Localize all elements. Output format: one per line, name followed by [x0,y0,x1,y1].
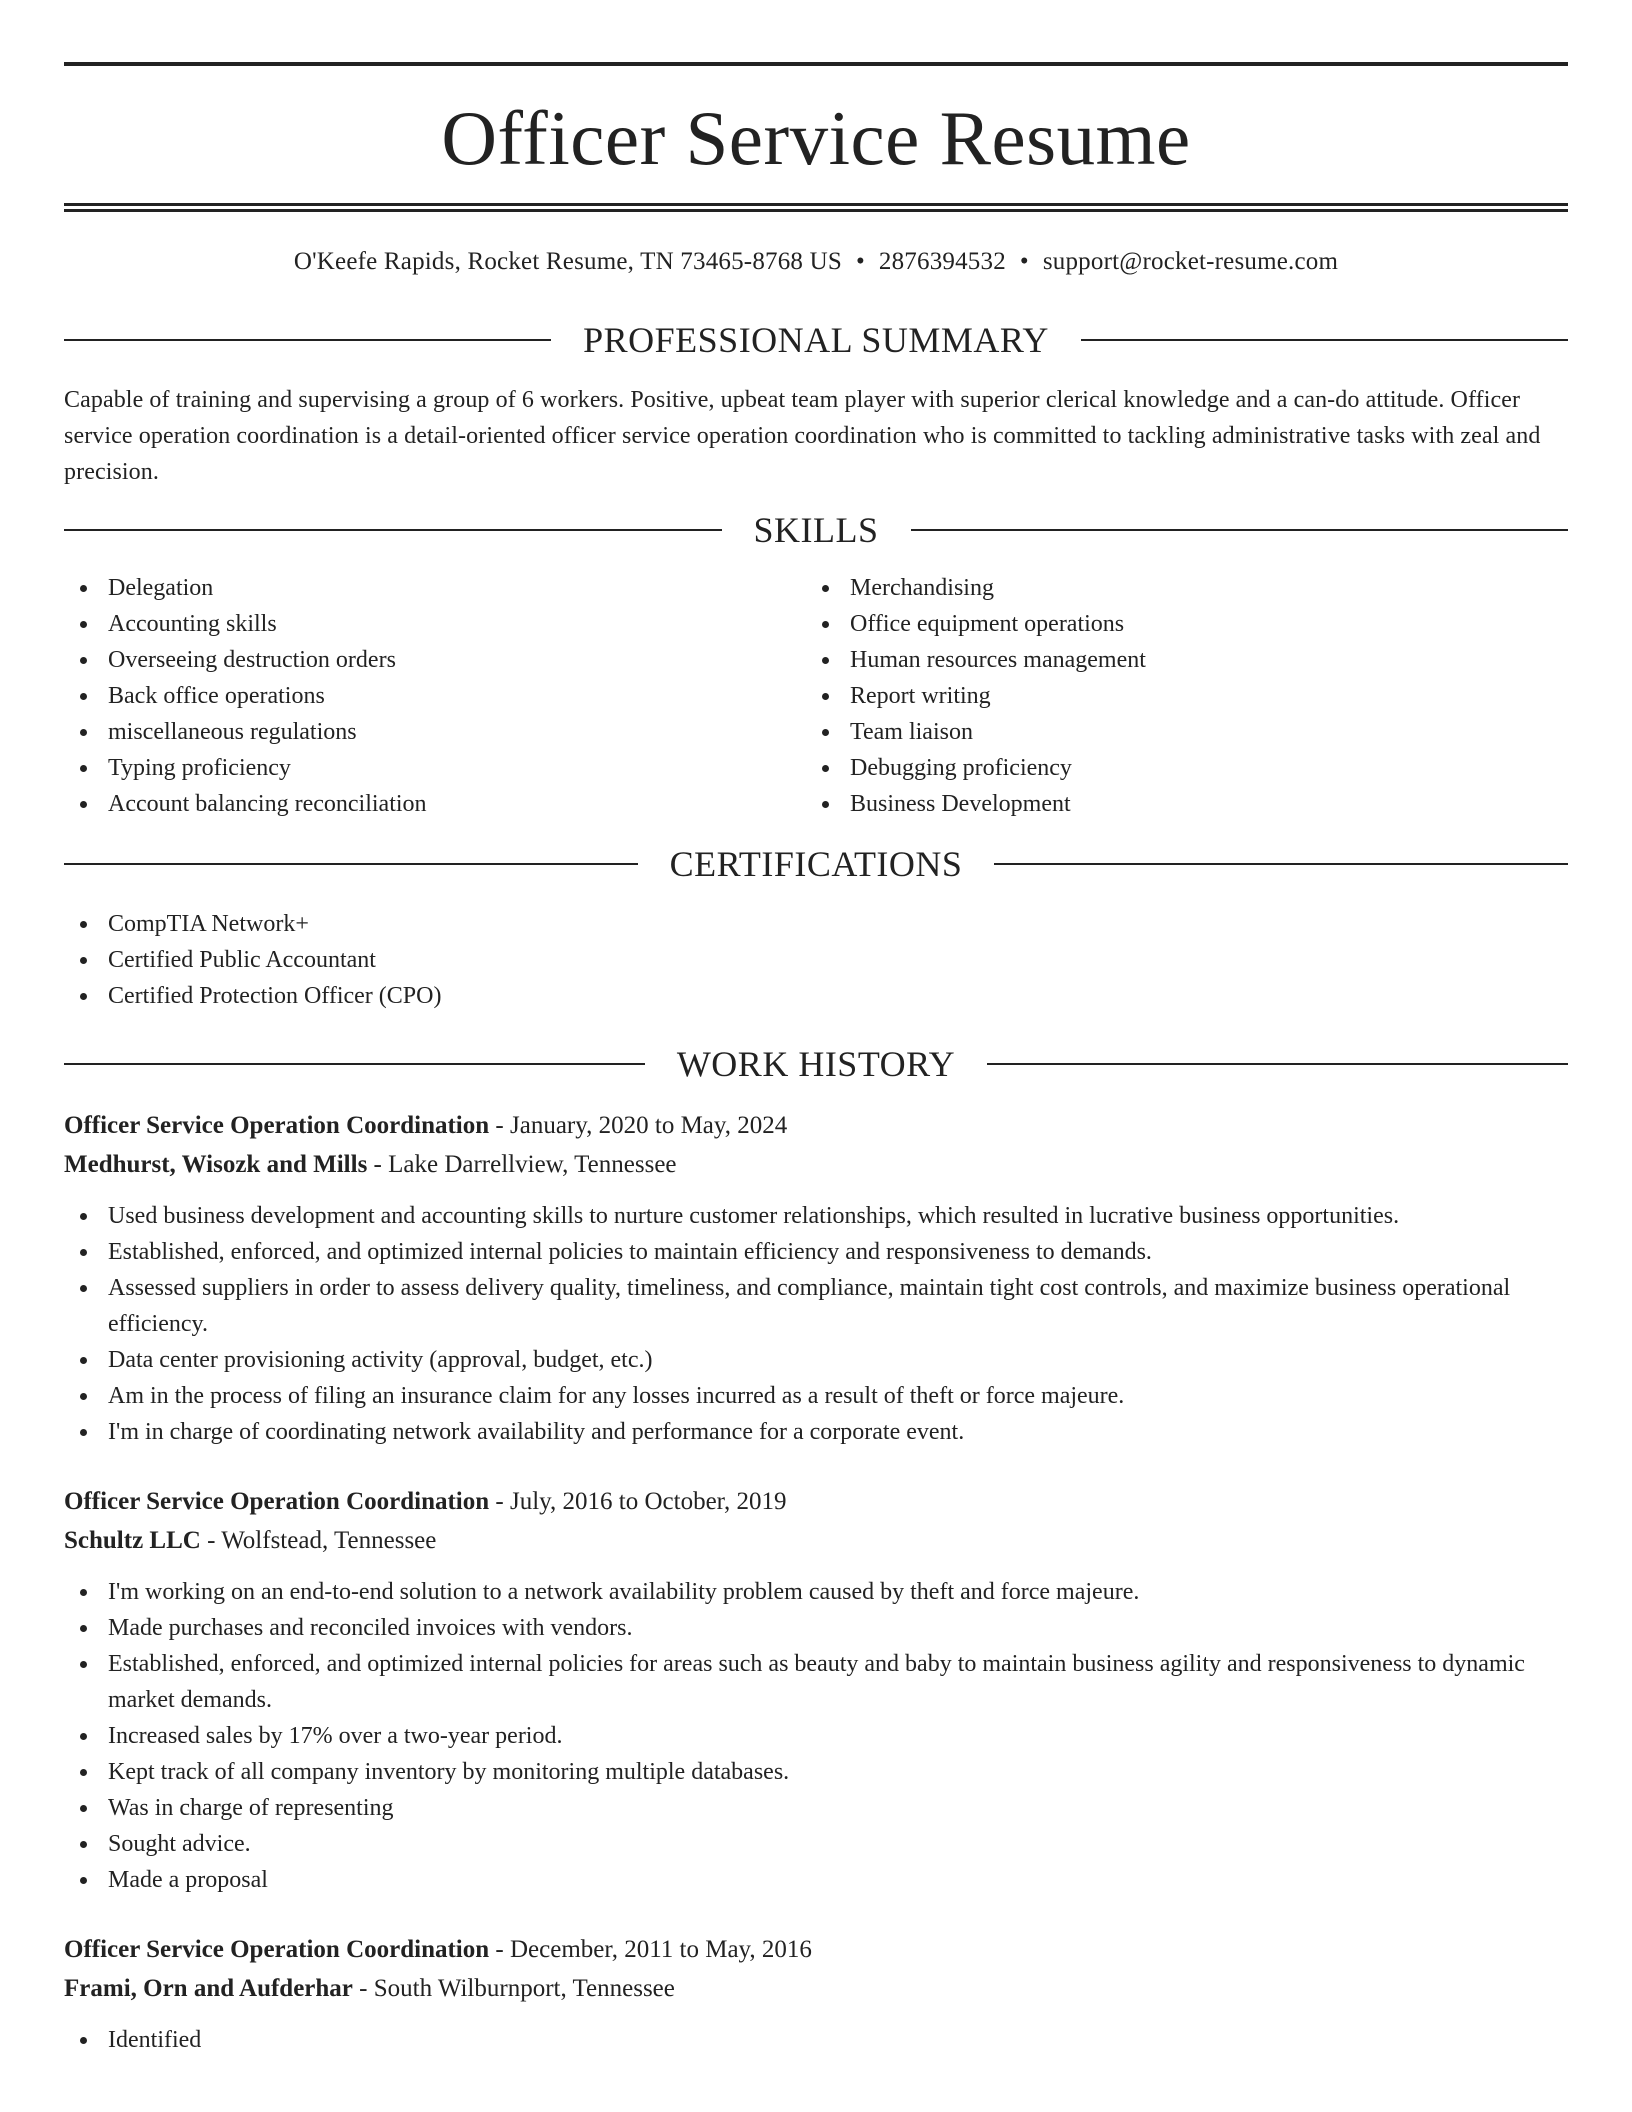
section-rule-left [64,863,638,865]
skill-item: Delegation [64,570,806,606]
job-bullet: Made purchases and reconciled invoices with vendors. [64,1610,1568,1646]
skill-item: miscellaneous regulations [64,714,806,750]
job-dates: - December, 2011 to May, 2016 [489,1936,812,1963]
job-title: Officer Service Operation Coordination [64,1112,490,1139]
job-bullets [64,1198,1568,1450]
job-title-line [64,1106,1568,1145]
skill-item: Merchandising [806,570,1548,606]
job-bullet: Was in charge of representing [64,1790,1568,1826]
job-location: - South Wilburnport, Tennessee [352,1975,675,2002]
certification-item: CompTIA Network+ [64,906,1568,942]
skill-item: Accounting skills [64,606,806,642]
resume-title: Officer Service Resume [441,95,1191,181]
job-bullet: Established, enforced, and optimized internal policies to maintain efficiency and responsiveness to demands. [64,1234,1568,1270]
contact-separator: • [1019,248,1029,275]
job-bullets [64,1574,1568,1898]
skill-item: Back office operations [64,678,806,714]
contact-phone: 2876394532 [878,248,1006,275]
job-bullets [64,2022,1568,2058]
job-entry [64,1482,1568,1898]
job-company-line [64,1145,1568,1184]
section-rule-right [994,863,1568,865]
job-bullet: Data center provisioning activity (approval, budget, etc.) [64,1342,1568,1378]
section-rule-right [1081,339,1568,341]
job-bullet: Established, enforced, and optimized internal policies for areas such as beauty and baby to maintain business agility and responsiveness to dynamic market demands. [64,1646,1568,1718]
top-rule [64,62,1568,66]
job-title: Officer Service Operation Coordination [64,1936,490,1963]
summary-text: Capable of training and supervising a group of 6 workers. Positive, upbeat team player with superior clerical knowledge and a can-do attitude. Officer service operation coordination is a detail-oriented officer service operation coordination who is committed to tackling administrative tasks with zeal and precision. [64,387,1541,485]
job-company: Frami, Orn and Aufderhar [64,1975,353,2002]
certification-item: Certified Protection Officer (CPO) [64,978,1568,1014]
skill-item: Human resources management [806,642,1548,678]
skill-item: Team liaison [806,714,1548,750]
job-company: Schultz LLC [64,1527,201,1554]
job-dates: - July, 2016 to October, 2019 [489,1488,787,1515]
job-bullet: Am in the process of filing an insurance claim for any losses incurred as a result of theft or force majeure. [64,1378,1568,1414]
job-company-line [64,1969,1568,2008]
skills-list-right [806,570,1548,822]
job-bullet: I'm in charge of coordinating network availability and performance for a corporate event. [64,1414,1568,1450]
skill-item: Account balancing reconciliation [64,786,806,822]
job-bullet: Sought advice. [64,1826,1568,1862]
contact-address: O'Keefe Rapids, Rocket Resume, TN 73465-8768 US [293,248,842,275]
section-rule-right [987,1063,1568,1065]
section-rule-right [911,529,1569,531]
skill-item: Report writing [806,678,1548,714]
job-bullet: Increased sales by 17% over a two-year period. [64,1718,1568,1754]
section-header-certifications [64,844,1568,884]
job-bullet: Identified [64,2022,1568,2058]
job-bullet: Kept track of all company inventory by monitoring multiple databases. [64,1754,1568,1790]
section-header-work-history [64,1044,1568,1084]
job-location: - Lake Darrellview, Tennessee [367,1151,677,1178]
skill-item: Office equipment operations [806,606,1548,642]
certification-item: Certified Public Accountant [64,942,1568,978]
section-rule-left [64,339,551,341]
job-title-line [64,1482,1568,1521]
title-double-rule [64,203,1568,212]
section-rule-left [64,1063,645,1065]
skill-item: Business Development [806,786,1548,822]
skills-list-left [64,570,806,822]
section-title-skills: SKILLS [753,510,879,550]
job-bullet: I'm working on an end-to-end solution to a network availability problem caused by theft and force majeure. [64,1574,1568,1610]
section-rule-left [64,529,722,531]
skill-item: Overseeing destruction orders [64,642,806,678]
contact-email: support@rocket-resume.com [1042,248,1339,275]
job-location: - Wolfstead, Tennessee [200,1527,437,1554]
job-title: Officer Service Operation Coordination [64,1488,490,1515]
skills-columns [64,570,1568,822]
job-bullet: Made a proposal [64,1862,1568,1898]
section-title-work-history: WORK HISTORY [676,1044,956,1084]
skill-item: Typing proficiency [64,750,806,786]
job-entry [64,1930,1568,2058]
job-company-line [64,1521,1568,1560]
certifications-list [64,906,1568,1014]
job-entry [64,1106,1568,1450]
job-dates: - January, 2020 to May, 2024 [489,1112,788,1139]
resume-page [64,0,1568,2058]
skill-item: Debugging proficiency [806,750,1548,786]
job-bullet: Assessed suppliers in order to assess delivery quality, timeliness, and compliance, maintain tight cost controls, and maximize business operational efficiency. [64,1270,1568,1342]
section-header-summary [64,320,1568,360]
job-title-line [64,1930,1568,1969]
job-bullet: Used business development and accounting skills to nurture customer relationships, which resulted in lucrative business opportunities. [64,1198,1568,1234]
section-header-skills [64,510,1568,550]
section-title-certifications: CERTIFICATIONS [669,844,963,884]
section-title-summary: PROFESSIONAL SUMMARY [583,320,1049,360]
job-company: Medhurst, Wisozk and Mills [64,1151,368,1178]
contact-separator: • [855,248,865,275]
contact-line [64,246,1568,278]
